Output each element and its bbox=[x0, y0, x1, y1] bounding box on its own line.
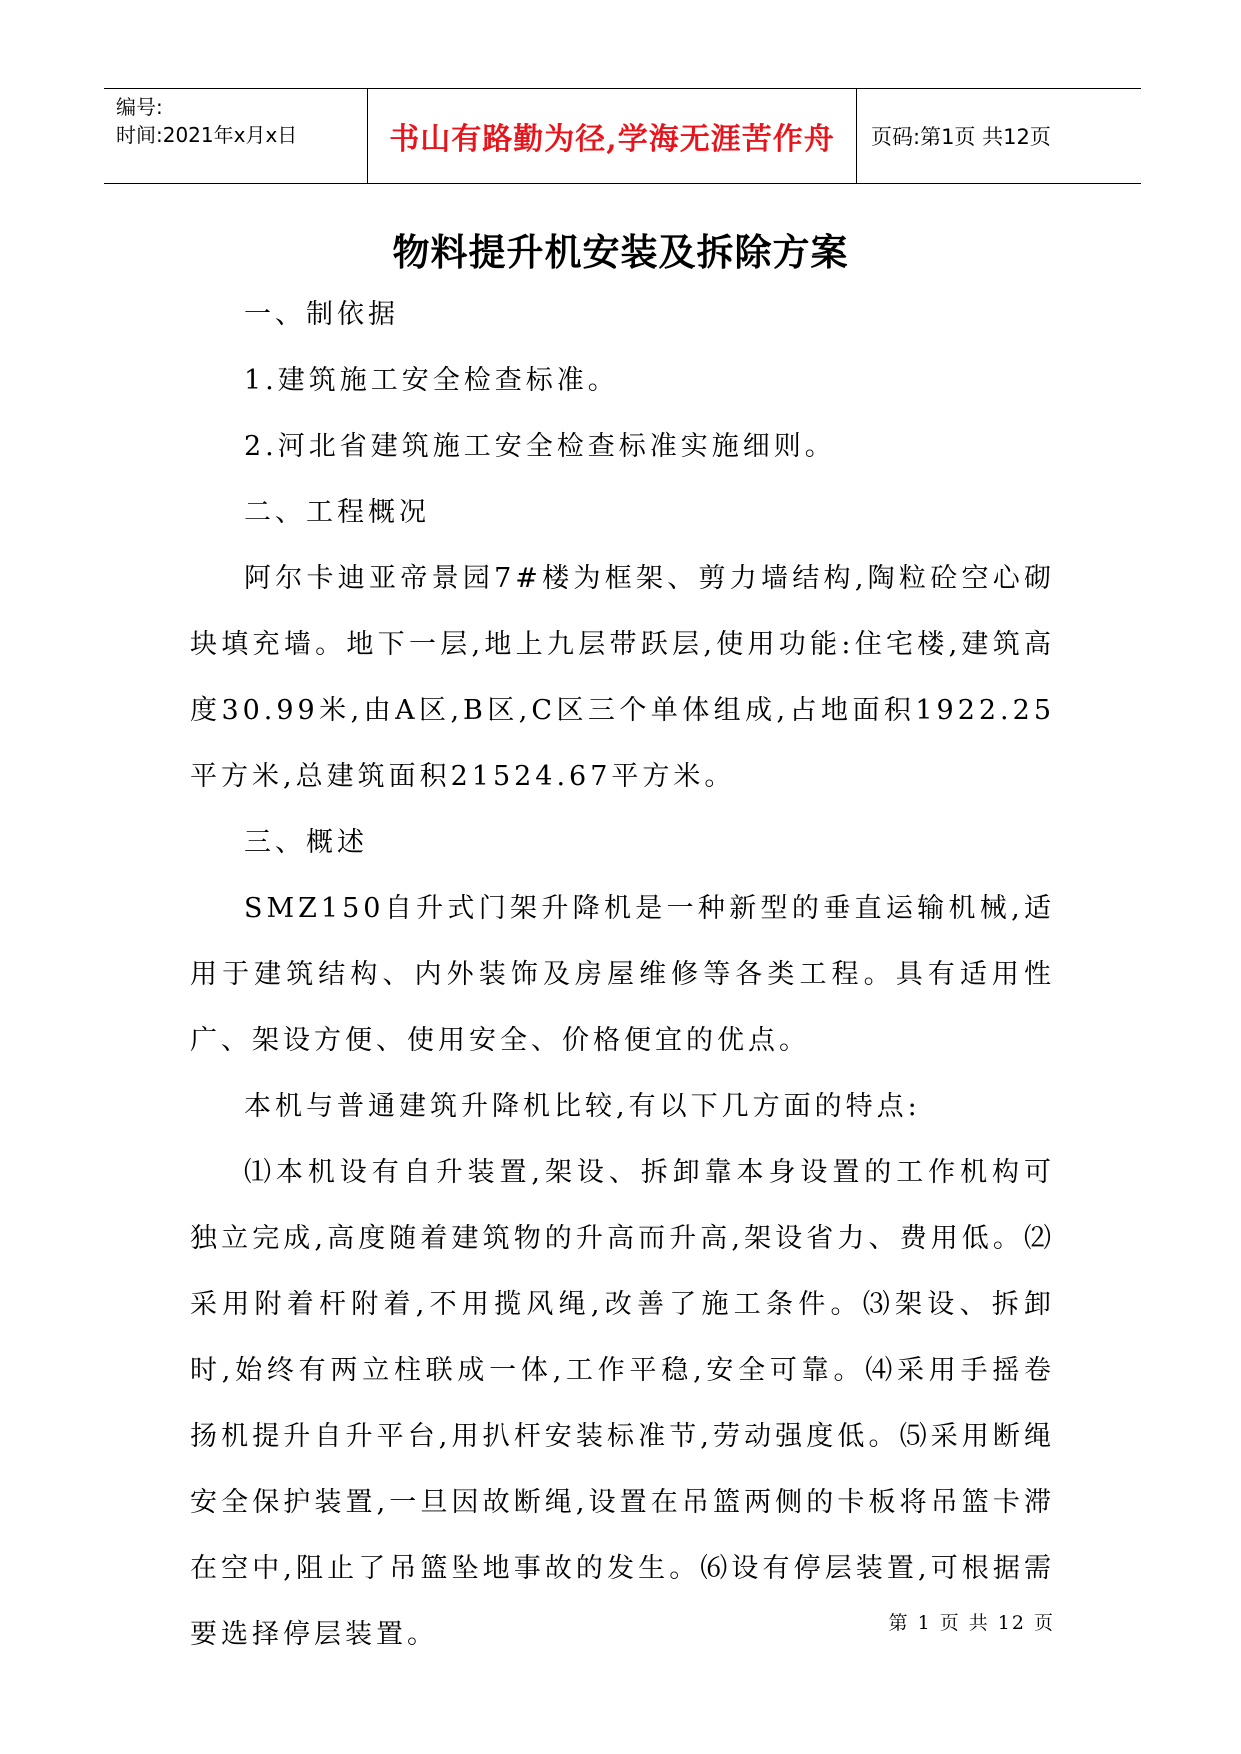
section-heading: 三、概述 bbox=[244, 827, 368, 858]
header-page-info: 页码:第1页 共12页 bbox=[871, 125, 1051, 149]
time-label: 时间:2021年x月x日 bbox=[116, 123, 298, 147]
header-page-cell bbox=[857, 89, 1141, 183]
paragraph: 阿尔卡迪亚帝景园7#楼为框架、剪力墙结构,陶粒砼空心砌块填充墙。地下一层,地上九层带跃层,使用功能:住宅楼,建筑高度30.99米,由A区,B区,C区三个单体组成,占地面积1922.25平方米,总建筑面积21524.67平方米。 bbox=[190, 563, 1055, 792]
header-info-cell bbox=[104, 89, 367, 183]
number-label: 编号: bbox=[116, 95, 163, 119]
header-table bbox=[104, 88, 1141, 184]
paragraph: 本机与普通建筑升降机比较,有以下几方面的特点: bbox=[244, 1091, 921, 1122]
paragraph: 2.河北省建筑施工安全检查标准实施细则。 bbox=[244, 431, 836, 462]
document-body bbox=[190, 282, 1055, 1668]
section-heading: 一、制依据 bbox=[244, 299, 399, 330]
section-heading: 二、工程概况 bbox=[244, 497, 430, 528]
motto-text: 书山有路勤为径,学海无涯苦作舟 bbox=[389, 122, 835, 157]
header-motto-cell bbox=[367, 89, 857, 183]
page-footer: 第 1 页 共 12 页 bbox=[888, 1612, 1055, 1634]
paragraph: ⑴本机设有自升装置,架设、拆卸靠本身设置的工作机构可独立完成,高度随着建筑物的升高而升高,架设省力、费用低。⑵采用附着杆附着,不用揽风绳,改善了施工条件。⑶架设、拆卸时,始终有两立柱联成一体,工作平稳,安全可靠。⑷采用手摇卷扬机提升自升平台,用扒杆安装标准节,劳动强度低。⑸采用断绳安全保护装置,一旦因故断绳,设置在吊篮两侧的卡板将吊篮卡滞在空中,阻止了吊篮坠地事故的发生。⑹设有停层装置,可根据需要选择停层装置。 bbox=[190, 1157, 1055, 1650]
document-title: 物料提升机安装及拆除方案 bbox=[392, 231, 849, 274]
paragraph: SMZ150自升式门架升降机是一种新型的垂直运输机械,适用于建筑结构、内外装饰及房屋维修等各类工程。具有适用性广、架设方便、使用安全、价格便宜的优点。 bbox=[190, 893, 1055, 1056]
paragraph: 1.建筑施工安全检查标准。 bbox=[244, 365, 619, 396]
